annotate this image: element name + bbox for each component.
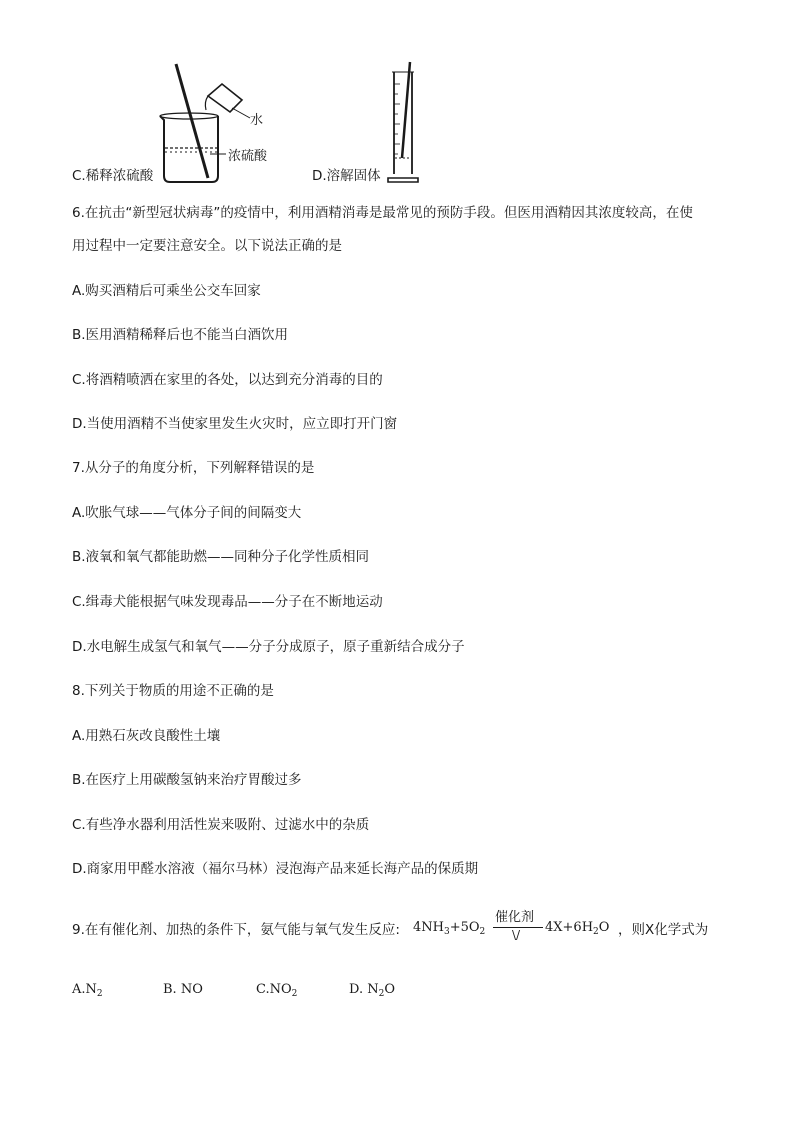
question-6-option-d: D.当使用酒精不当使家里发生火灾时，应立即打开门窗 bbox=[72, 416, 398, 432]
question-7-option-b: B.液氧和氧气都能助燃——同种分子化学性质相同 bbox=[72, 549, 370, 565]
question-6-option-c: C.将酒精喷洒在家里的各处，以达到充分消毒的目的 bbox=[72, 372, 383, 388]
question-8-option-a: A.用熟石灰改良酸性土壤 bbox=[72, 728, 221, 744]
heat-mark-icon: \/ bbox=[512, 928, 521, 942]
question-6-option-b: B.医用酒精稀释后也不能当白酒饮用 bbox=[72, 327, 289, 343]
question-8-option-c: C.有些净水器利用活性炭来吸附、过滤水中的杂质 bbox=[72, 817, 370, 833]
question-9-option-c: $C.NO_2$ bbox=[256, 982, 298, 999]
equation-plus: +5O bbox=[449, 920, 480, 935]
figure-dilute-acid bbox=[150, 60, 300, 185]
option-c-figure-label: C.稀释浓硫酸 bbox=[72, 168, 154, 184]
figure-graduated-cylinder bbox=[384, 60, 424, 185]
question-6-stem-line-2: 用过程中一定要注意安全。以下说法正确的是 bbox=[72, 238, 342, 254]
question-6-stem-line-1: 6.在抗击“新型冠状病毒”的疫情中，利用酒精消毒是最常见的预防手段。但医用酒精因其浓度较高，在使 bbox=[72, 205, 693, 221]
equation-condition: 催化剂 bbox=[495, 910, 535, 925]
question-9-stem-after: ，则X化学式为 bbox=[618, 922, 709, 938]
water-label: 水 bbox=[250, 113, 264, 128]
question-9-option-d: D. $N_2O$ bbox=[349, 982, 396, 999]
acid-label: 浓硫酸 bbox=[228, 149, 268, 164]
option-d-figure-label: D.溶解固体 bbox=[312, 168, 381, 184]
question-9-stem-before: 9.在有催化剂、加热的条件下，氨气能与氧气发生反应: bbox=[72, 922, 400, 938]
question-8-stem: 8.下列关于物质的用途不正确的是 bbox=[72, 683, 274, 699]
reaction-equation: $4NH_3+5O_2$ 催化剂 \/ $4X+6H_2O$ bbox=[413, 909, 613, 949]
equation-left-1: 4NH bbox=[413, 920, 444, 935]
question-8-option-b: B.在医疗上用碳酸氢钠来治疗胃酸过多 bbox=[72, 772, 302, 788]
question-9-option-a: $A.N_2$ bbox=[72, 982, 103, 999]
question-7-option-d: D.水电解生成氢气和氧气——分子分成原子，原子重新结合成分子 bbox=[72, 639, 465, 655]
question-7-option-c: C.缉毒犬能根据气味发现毒品——分子在不断地运动 bbox=[72, 594, 383, 610]
question-7-option-a: A.吹胀气球——气体分子间的间隔变大 bbox=[72, 505, 302, 521]
question-8-option-d: D.商家用甲醛水溶液（福尔马林）浸泡海产品来延长海产品的保质期 bbox=[72, 861, 479, 877]
equation-right: 4X+6H bbox=[545, 920, 594, 935]
question-6-option-a: A.购买酒精后可乘坐公交车回家 bbox=[72, 283, 261, 299]
question-7-stem: 7.从分子的角度分析，下列解释错误的是 bbox=[72, 460, 315, 476]
question-9-option-b: B. NO bbox=[163, 982, 203, 997]
